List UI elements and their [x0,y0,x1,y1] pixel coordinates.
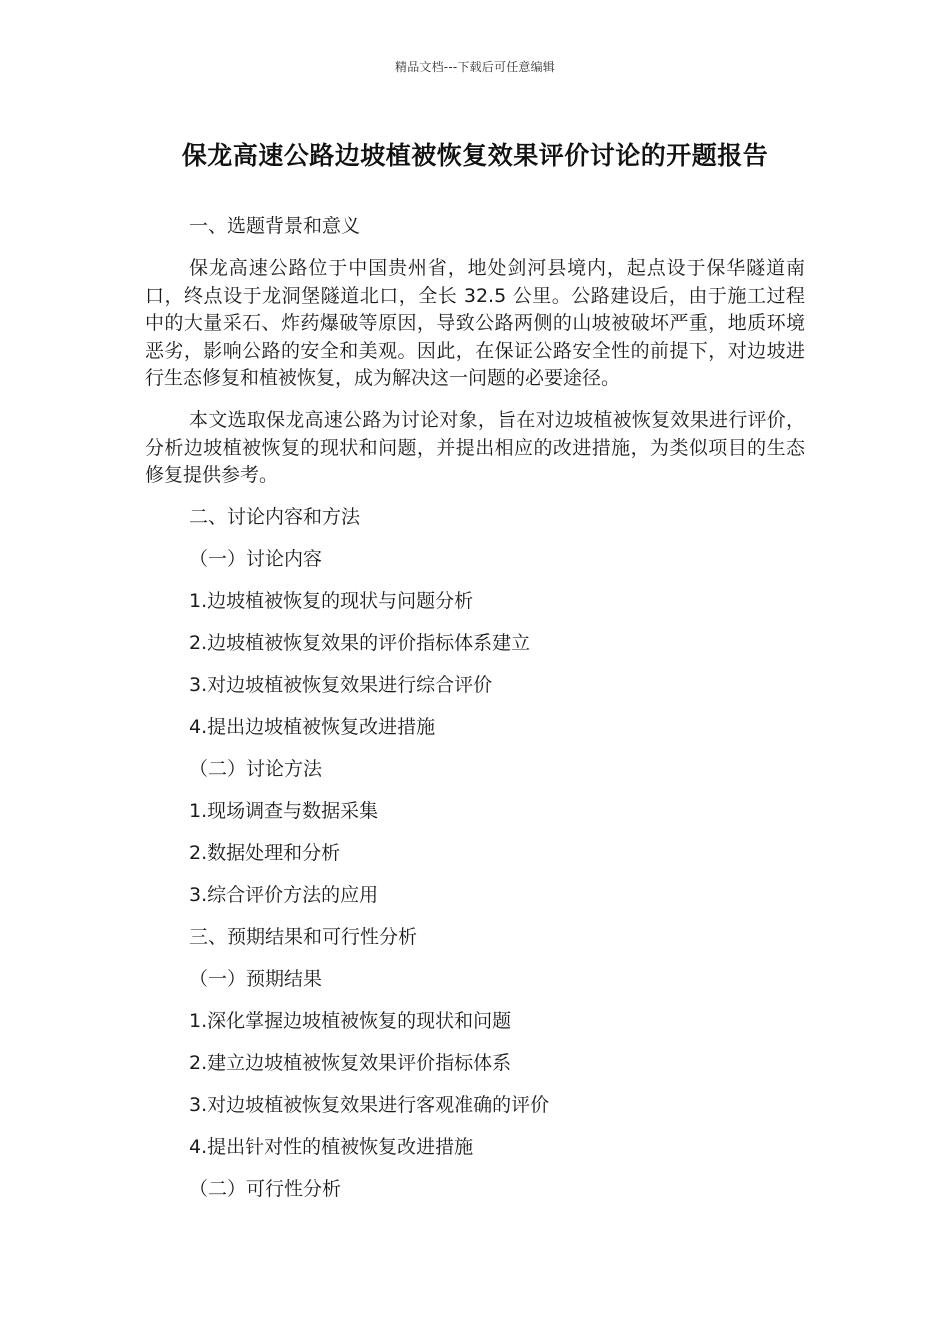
section-heading-2: 二、讨论内容和方法 [189,506,361,528]
list-item: 2.建立边坡植被恢复效果评价指标体系 [189,1052,512,1074]
list-item: 2.边坡植被恢复效果的评价指标体系建立 [189,632,531,654]
section-heading-3: 三、预期结果和可行性分析 [189,926,418,948]
list-item: 2.数据处理和分析 [189,842,341,864]
subsection-heading-results: （一）预期结果 [189,968,323,990]
section-heading-1: 一、选题背景和意义 [189,215,361,237]
document-title: 保龙高速公路边坡植被恢复效果评价讨论的开题报告 [181,141,769,170]
list-item: 4.提出针对性的植被恢复改进措施 [189,1136,474,1158]
subsection-heading-method: （二）讨论方法 [189,758,323,780]
list-item: 1.边坡植被恢复的现状与问题分析 [189,590,474,612]
paragraph-purpose: 本文选取保龙高速公路为讨论对象，旨在对边坡植被恢复效果进行评价，分析边坡植被恢复的现状和问题，并提出相应的改进措施，为类似项目的生态修复提供参考。 [145,409,805,486]
subsection-heading-content: （一）讨论内容 [189,548,323,570]
list-item: 3.综合评价方法的应用 [189,884,379,906]
page-header: 精品文档---下载后可任意编辑 [395,60,555,74]
list-item: 3.对边坡植被恢复效果进行综合评价 [189,674,493,696]
list-item: 1.现场调查与数据采集 [189,800,379,822]
list-item: 1.深化掌握边坡植被恢复的现状和问题 [189,1010,512,1032]
subsection-heading-feasibility: （二）可行性分析 [189,1178,342,1200]
document-body [145,213,805,1218]
list-item: 4.提出边坡植被恢复改进措施 [189,716,436,738]
list-item: 3.对边坡植被恢复效果进行客观准确的评价 [189,1094,550,1116]
paragraph-background: 保龙高速公路位于中国贵州省，地处剑河县境内，起点设于保华隧道南口，终点设于龙洞堡隧道北口，全长 32.5 公里。公路建设后，由于施工过程中的大量采石、炸药爆破等原因，导致公路两侧的山坡被破坏严重，地质环境恶劣，影响公路的安全和美观。因此，在保证公路安全性的前提下，对边坡进行生态修复和植被恢复，成为解决这一问题的必要途径。 [145,257,805,389]
